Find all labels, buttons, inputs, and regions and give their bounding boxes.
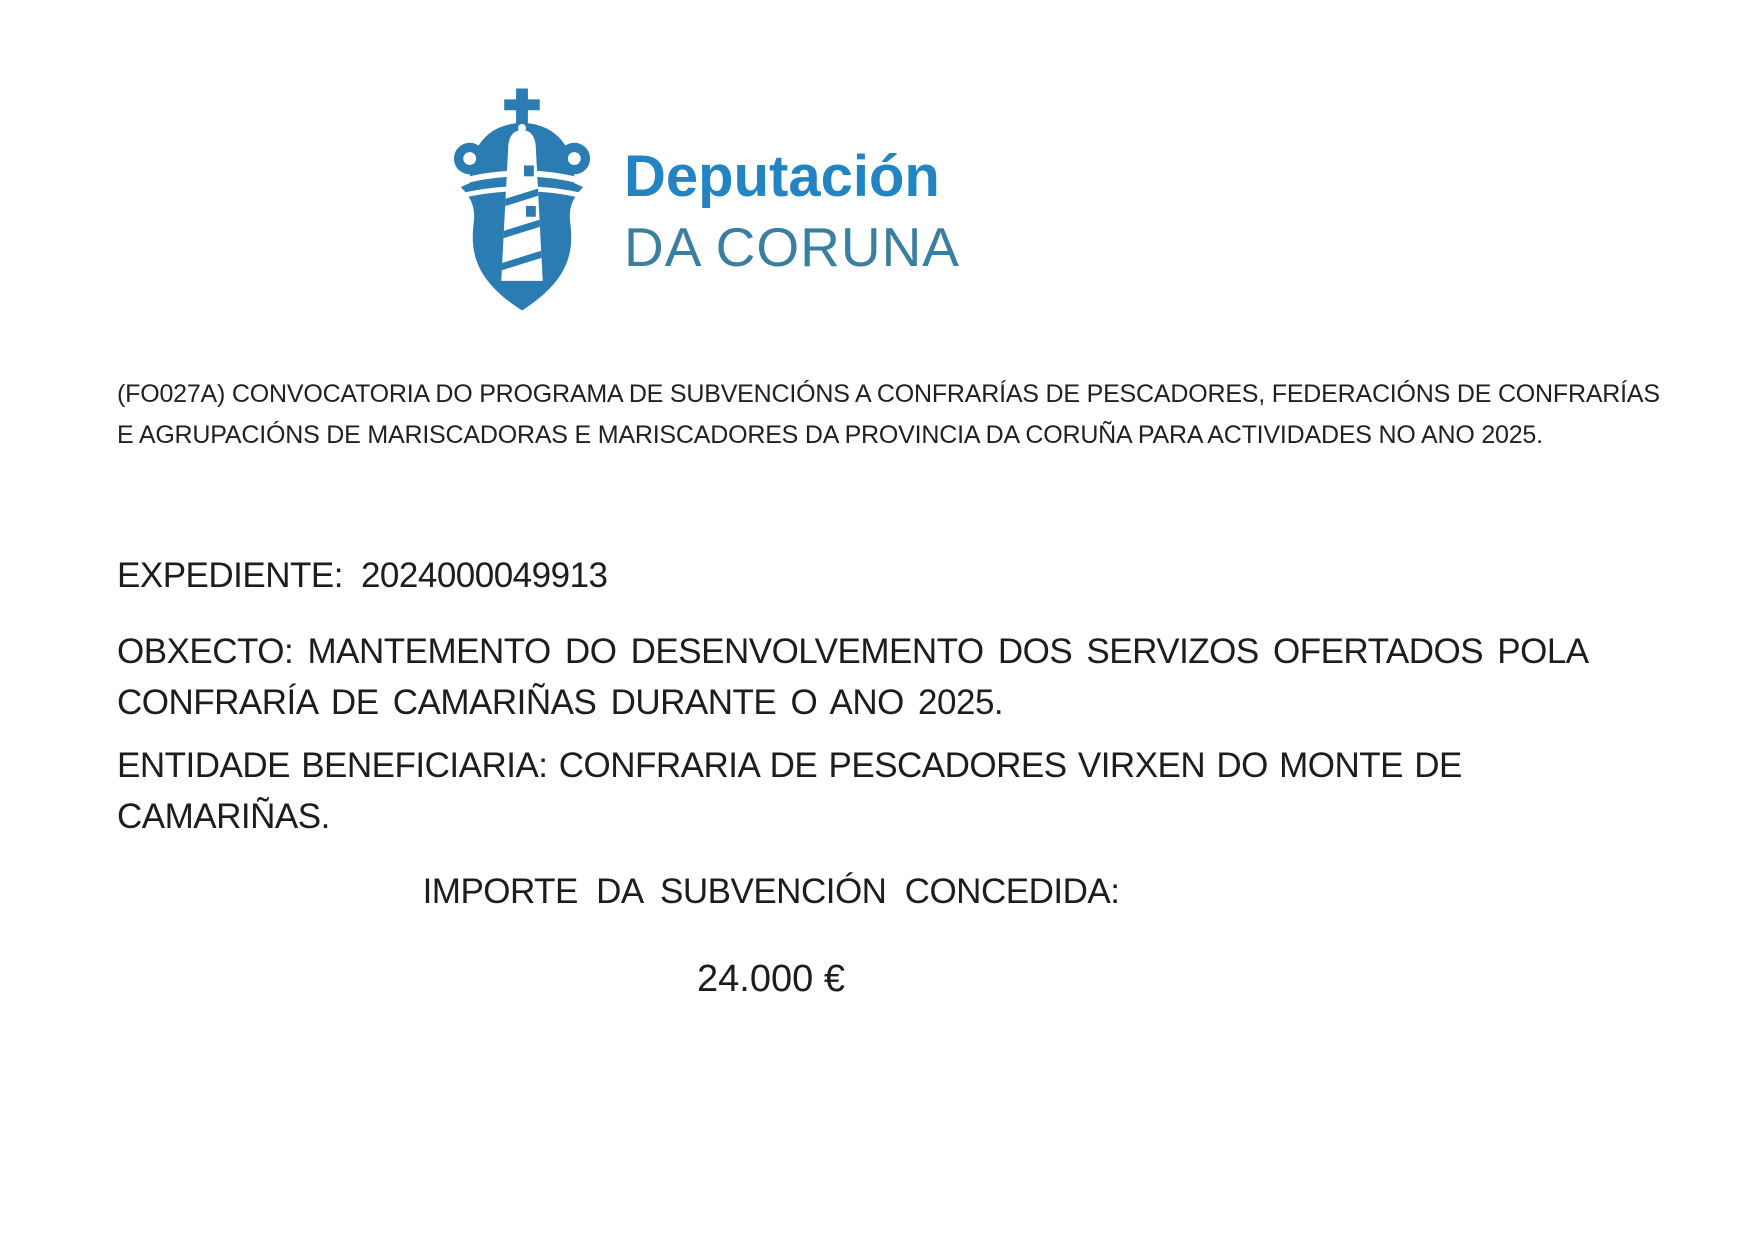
intro-line-2: E AGRUPACIÓNS DE MARISCADORAS E MARISCADORES DA PROVINCIA DA CORUÑA PARA ACTIVIDADES NO ANO 2025.	[117, 421, 1543, 449]
entidade-paragraph	[117, 740, 1462, 842]
org-name-secondary: DA CORUNA	[624, 216, 960, 278]
intro-line-1: (FO027A) CONVOCATORIA DO PROGRAMA DE SUBVENCIÓNS A CONFRARÍAS DE PESCADORES, FEDERACIÓNS DE CONFRARÍAS	[117, 380, 1660, 408]
provincial-council-logo	[448, 86, 960, 314]
crown-lighthouse-shield-icon	[448, 86, 596, 314]
org-name-primary: Deputación	[624, 144, 940, 209]
obxecto-paragraph	[117, 626, 1589, 728]
expediente-value: 2024000049913	[360, 556, 608, 595]
intro-paragraph	[117, 374, 1660, 456]
org-name	[624, 144, 960, 278]
entidade-line-1: ENTIDADE BENEFICIARIA: CONFRARIA DE PESCADORES VIRXEN DO MONTE DE	[117, 746, 1462, 785]
importe-heading: IMPORTE DA SUBVENCIÓN CONCEDIDA:	[422, 872, 1120, 911]
expediente-line	[117, 556, 608, 596]
entidade-line-2: CAMARIÑAS.	[117, 797, 330, 836]
grant-amount: 24.000 €	[697, 958, 845, 1000]
obxecto-line-2: CONFRARÍA DE CAMARIÑAS DURANTE O ANO 2025.	[117, 683, 1004, 722]
expediente-label: EXPEDIENTE:	[117, 556, 343, 595]
obxecto-line-1: OBXECTO: MANTEMENTO DO DESENVOLVEMENTO DOS SERVIZOS OFERTADOS POLA	[117, 632, 1589, 671]
